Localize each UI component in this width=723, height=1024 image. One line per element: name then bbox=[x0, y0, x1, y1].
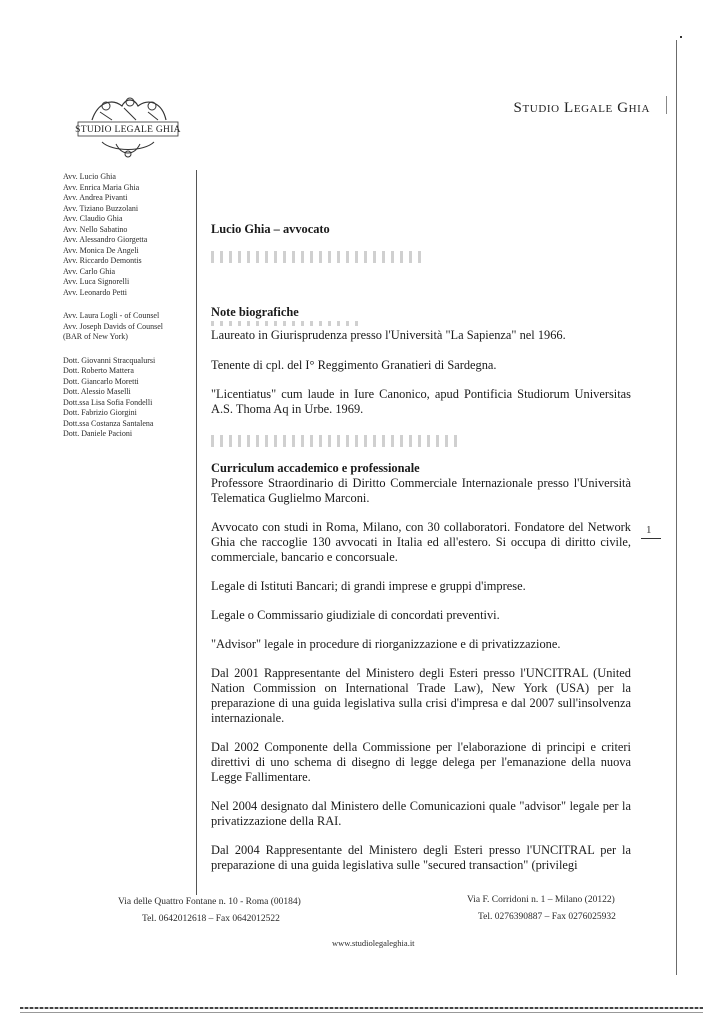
counsel-name: Avv. Laura Logli - of Counsel bbox=[63, 311, 160, 320]
doctor-name: Dott. Roberto Mattera bbox=[63, 366, 134, 375]
lawyer-name: Avv. Luca Signorelli bbox=[63, 277, 130, 286]
studio-title: Studio Legale Ghia bbox=[513, 100, 650, 116]
bottom-scan-edge bbox=[20, 1007, 703, 1009]
curriculum-paragraph: Legale di Istituti Bancari; di grandi imprese e gruppi d'imprese. bbox=[211, 579, 526, 593]
curriculum-paragraph: Dal 2001 Rappresentante del Ministero degli Esteri presso l'UNCITRAL (United Nation Commission on International Trade Law), New York (USA) per la preparazione di una guida legislativa sulla crisi d'impresa e dal 2007 sull'insolvenza internazionale. bbox=[211, 666, 631, 725]
doctor-name: Dott. Fabrizio Giorgini bbox=[63, 408, 137, 417]
milan-phone: Tel. 0276390887 – Fax 0276025932 bbox=[478, 912, 616, 922]
doctor-name: Dott.ssa Lisa Sofia Fondelli bbox=[63, 397, 153, 407]
lawyer-name: Avv. Leonardo Petti bbox=[63, 287, 127, 297]
bio-paragraph: "Licentiatus" cum laude in Iure Canonico, apud Pontificia Studiorum Universitas A.S. Thoma Aq in Urbe. 1969. bbox=[211, 387, 631, 416]
counsel-name: (BAR of New York) bbox=[63, 332, 128, 341]
staff-sidebar bbox=[63, 172, 191, 453]
website-link[interactable]: www.studiolegaleghia.it bbox=[332, 938, 415, 948]
lawyer-name: Avv. Andrea Pivanti bbox=[63, 193, 128, 202]
doctor-name: Dott. Giancarlo Moretti bbox=[63, 376, 139, 386]
illegible-line bbox=[211, 251, 421, 263]
lawyers-list bbox=[63, 172, 191, 298]
curriculum-paragraph: Legale o Commissario giudiziale di concordati preventivi. bbox=[211, 608, 500, 622]
doctors-list bbox=[63, 356, 191, 440]
doctor-name: Dott. Giovanni Stracqualursi bbox=[63, 355, 156, 365]
lawyer-name: Avv. Riccardo Demontis bbox=[63, 256, 142, 265]
document-title: Lucio Ghia – avvocato bbox=[211, 222, 330, 236]
curriculum-paragraph: Dal 2004 Rappresentante del Ministero degli Esteri presso l'UNCITRAL per la preparazione di una guida legislativa sulle "secured transaction" (privilegi bbox=[211, 843, 631, 872]
logo-text: STUDIO LEGALE GHIA bbox=[75, 125, 181, 135]
rome-phone: Tel. 0642012618 – Fax 0642012522 bbox=[142, 914, 280, 924]
bio-paragraph: Tenente di cpl. del I° Reggimento Granatieri di Sardegna. bbox=[211, 358, 497, 372]
page-number: 1 bbox=[646, 524, 652, 536]
scan-speck bbox=[680, 36, 682, 38]
bottom-scan-edge-line bbox=[20, 1012, 703, 1013]
curriculum-paragraph: Avvocato con studi in Roma, Milano, con 30 collaboratori. Fondatore del Network Ghia che raccoglie 130 avvocati in Italia ed all'estero. Si occupa di diritto civile, commerciale, bancario e concorsuale. bbox=[211, 520, 631, 564]
lawyer-name: Avv. Tiziano Buzzolani bbox=[63, 203, 139, 213]
lawyer-name: Avv. Monica De Angeli bbox=[63, 245, 139, 255]
counsel-list bbox=[63, 311, 191, 343]
sidebar-divider bbox=[196, 170, 197, 895]
counsel-name: Avv. Joseph Davids of Counsel bbox=[63, 321, 163, 331]
scan-speck bbox=[666, 96, 667, 114]
illegible-line bbox=[211, 321, 361, 326]
studio-logo bbox=[72, 92, 184, 164]
milan-address: Via F. Corridoni n. 1 – Milano (20122) bbox=[467, 895, 615, 905]
lawyer-name: Avv. Lucio Ghia bbox=[63, 172, 116, 181]
page-number-rule bbox=[641, 538, 661, 539]
lawyer-name: Avv. Nello Sabatino bbox=[63, 224, 128, 234]
main-content bbox=[211, 222, 631, 873]
doctor-name: Dott. Daniele Pacioni bbox=[63, 429, 133, 438]
lawyer-name: Avv. Alessandro Giorgetta bbox=[63, 235, 148, 244]
lawyer-name: Avv. Enrica Maria Ghia bbox=[63, 182, 140, 192]
lawyer-name: Avv. Claudio Ghia bbox=[63, 214, 123, 223]
curriculum-paragraph: Dal 2002 Componente della Commissione per l'elaborazione di principi e criteri direttivi di uno schema di disegno di legge delega per l'emanazione della nuova Legge Fallimentare. bbox=[211, 740, 631, 784]
curriculum-paragraph: Nel 2004 designato dal Ministero delle Comunicazioni quale "advisor" legale per la privatizzazione della RAI. bbox=[211, 799, 631, 828]
bio-heading: Note biografiche bbox=[211, 305, 299, 319]
doctor-name: Dott. Alessio Maselli bbox=[63, 387, 131, 396]
bio-paragraph: Laureato in Giurisprudenza presso l'Università "La Sapienza" nel 1966. bbox=[211, 328, 566, 342]
curriculum-heading: Curriculum accademico e professionale bbox=[211, 461, 420, 475]
curriculum-paragraph: "Advisor" legale in procedure di riorganizzazione e di privatizzazione. bbox=[211, 637, 561, 651]
curriculum-paragraph: Professore Straordinario di Diritto Commerciale Internazionale presso l'Università Telematica Guglielmo Marconi. bbox=[211, 476, 631, 505]
lawyer-name: Avv. Carlo Ghia bbox=[63, 266, 115, 276]
rome-address: Via delle Quattro Fontane n. 10 - Roma (00184) bbox=[118, 897, 301, 907]
doctor-name: Dott.ssa Costanza Santalena bbox=[63, 418, 154, 428]
right-margin-rule bbox=[676, 40, 677, 975]
illegible-line bbox=[211, 435, 461, 447]
